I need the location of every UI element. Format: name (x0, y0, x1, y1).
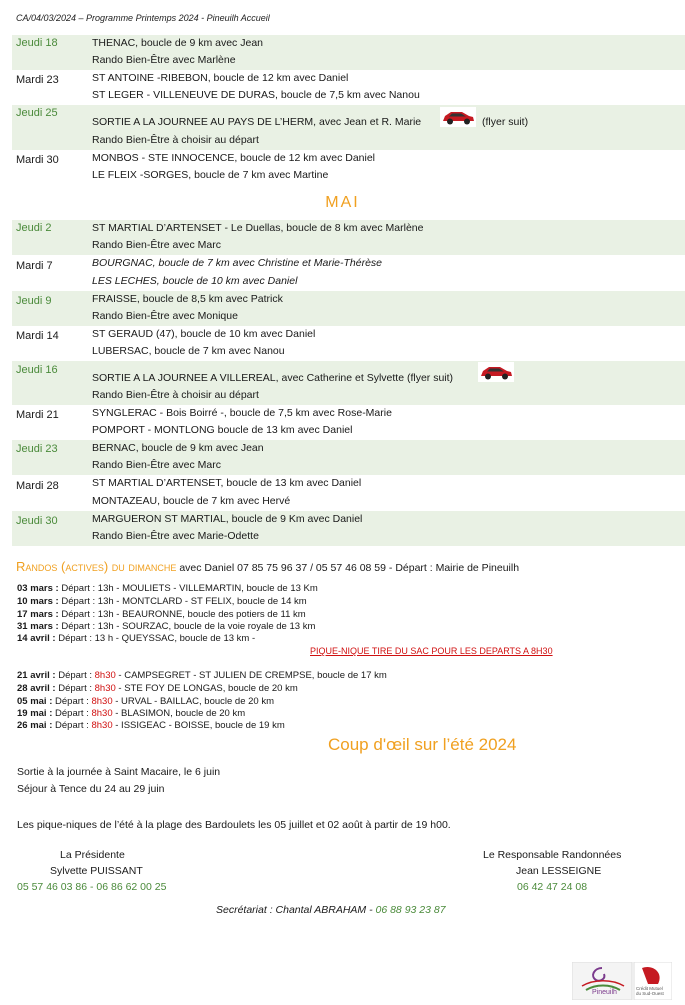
row-line: ST LEGER - VILLENEUVE DE DURAS, boucle de 7,5 km avec Nanou (92, 89, 420, 101)
row-line: POMPORT - MONTLONG boucle de 13 km avec Daniel (92, 424, 353, 436)
row-day: Jeudi 16 (16, 364, 58, 376)
row-day: Mardi 30 (16, 154, 59, 166)
president-role: La Présidente (60, 849, 125, 861)
row-line: MONTAZEAU, boucle de 7 km avec Hervé (92, 495, 291, 507)
row-line: ST ANTOINE -RIBEBON, boucle de 12 km avec Daniel (92, 72, 349, 84)
row-day: Jeudi 18 (16, 37, 58, 49)
sunday-title-main: Randos (actives) du dimanche (16, 559, 177, 574)
row-day: Jeudi 30 (16, 515, 58, 527)
row-day: Jeudi 9 (16, 295, 52, 307)
sunday-line: 21 avril : Départ : 8h30 - CAMPSEGRET - ST JULIEN DE CREMPSE, boucle de 17 km (17, 670, 387, 681)
schedule-row (12, 220, 685, 255)
sunday-line: 03 mars : Départ : 13h - MOULIETS - VILLEMARTIN, boucle de 13 Km (17, 583, 318, 594)
row-day: Jeudi 2 (16, 222, 52, 234)
row-day: Jeudi 25 (16, 107, 58, 119)
sunday-line: 05 mai : Départ : 8h30 - URVAL - BAILLAC, boucle de 20 km (17, 696, 275, 707)
hiking-manager-name: Jean LESSEIGNE (516, 865, 602, 877)
month-heading: MAI (325, 194, 360, 211)
summer-line: Sortie à la journée à Saint Macaire, le 6 juin (17, 766, 221, 778)
president-phone: 05 57 46 03 86 - 06 86 62 00 25 (17, 881, 167, 893)
summer-title: Coup d'œil sur l’été 2024 (328, 735, 517, 754)
row-extra: (flyer suit) (482, 116, 529, 128)
row-day: Mardi 7 (16, 260, 53, 272)
summer-picnics: Les pique-niques de l’été à la plage des Bardoulets les 05 juillet et 02 août à partir de 19 h00. (17, 819, 451, 831)
row-day: Mardi 28 (16, 480, 59, 492)
row-line: Rando Bien-Être à choisir au départ (92, 389, 259, 401)
schedule-row (12, 475, 685, 511)
row-line: Rando Bien-Être avec Marc (92, 459, 221, 471)
sunday-line: 26 mai : Départ : 8h30 - ISSIGEAC - BOISSE, boucle de 19 km (17, 720, 285, 731)
row-line: SORTIE A LA JOURNEE AU PAYS DE L’HERM, avec Jean et R. Marie (92, 116, 422, 128)
car-icon (440, 107, 476, 127)
secretariat: Secrétariat : Chantal ABRAHAM - 06 88 93 23 87 (216, 904, 446, 916)
schedule-row (12, 150, 685, 186)
sunday-title (16, 559, 519, 574)
row-line: SYNGLERAC - Bois Boirré -, boucle de 7,5 km avec Rose-Marie (92, 407, 392, 419)
row-line: Rando Bien-Être à choisir au départ (92, 134, 259, 146)
summer-line: Séjour à Tence du 24 au 29 juin (17, 783, 165, 795)
sunday-line: 10 mars : Départ : 13h - MONTCLARD - ST FELIX, boucle de 14 km (17, 596, 307, 607)
row-line: SORTIE A LA JOURNEE A VILLEREAL, avec Catherine et Sylvette (flyer suit) (92, 372, 454, 384)
schedule-row (12, 35, 685, 70)
row-line: LE FLEIX -SORGES, boucle de 7 km avec Martine (92, 169, 329, 181)
row-day: Mardi 14 (16, 330, 59, 342)
sunday-line: 19 mai : Départ : 8h30 - BLASIMON, boucle de 20 km (17, 708, 246, 719)
schedule-row (12, 105, 685, 150)
schedule-row (12, 511, 685, 546)
bank-logo-text: Crédit Mutuel du Sud-Ouest (636, 986, 664, 996)
sunday-line: 28 avril : Départ : 8h30 - STE FOY DE LONGAS, boucle de 20 km (17, 683, 298, 694)
schedule-row (12, 255, 685, 291)
row-line: MARGUERON ST MARTIAL, boucle de 9 Km avec Daniel (92, 513, 363, 525)
row-line: MONBOS - STE INNOCENCE, boucle de 12 km avec Daniel (92, 152, 376, 164)
schedule-row (12, 440, 685, 475)
hiking-manager-role: Le Responsable Randonnées (483, 849, 622, 861)
row-line: FRAISSE, boucle de 8,5 km avec Patrick (92, 293, 283, 305)
logos (572, 962, 672, 1000)
row-line: Rando Bien-Être avec Marlène (92, 54, 236, 66)
document-header: CA/04/03/2024 – Programme Printemps 2024 - Pineuilh Accueil (16, 13, 270, 23)
sunday-title-rest: avec Daniel 07 85 75 96 37 / 05 57 46 08 59 - Départ : Mairie de Pineuilh (176, 562, 520, 574)
row-day: Jeudi 23 (16, 443, 58, 455)
president-name: Sylvette PUISSANT (50, 865, 143, 877)
row-line: THENAC, boucle de 9 km avec Jean (92, 37, 263, 49)
hiking-manager-phone: 06 42 47 24 08 (517, 881, 588, 893)
sunday-line: 14 avril : Départ : 13 h - QUEYSSAC, boucle de 13 km - (17, 633, 256, 644)
row-line: ST GERAUD (47), boucle de 10 km avec Daniel (92, 328, 316, 340)
schedule-row (12, 326, 685, 361)
row-line: LUBERSAC, boucle de 7 km avec Nanou (92, 345, 285, 357)
row-line: Rando Bien-Être avec Marie-Odette (92, 530, 259, 542)
row-line: ST MARTIAL D’ARTENSET, boucle de 13 km avec Daniel (92, 477, 362, 489)
row-line: ST MARTIAL D’ARTENSET - Le Duellas, boucle de 8 km avec Marlène (92, 222, 424, 234)
row-day: Mardi 23 (16, 74, 59, 86)
schedule-row (12, 361, 685, 405)
row-line: Rando Bien-Être avec Monique (92, 310, 238, 322)
row-line: LES LECHES, boucle de 10 km avec Daniel (92, 275, 298, 287)
row-line: BERNAC, boucle de 9 km avec Jean (92, 442, 264, 454)
pineuilh-logo-text: Pineuilh (592, 989, 617, 996)
picnic-notice: PIQUE-NIQUE TIRE DU SAC POUR LES DEPARTS A 8H30 (310, 646, 553, 656)
car-icon (478, 362, 514, 382)
row-line: Rando Bien-Être avec Marc (92, 239, 221, 251)
sunday-line: 31 mars : Départ : 13h - SOURZAC, boucle de la voie royale de 13 km (17, 621, 316, 632)
sunday-line: 17 mars : Départ : 13h - BEAURONNE, boucle des potiers de 11 km (17, 609, 306, 620)
schedule-row (12, 70, 685, 105)
schedule-row (12, 405, 685, 440)
row-line: BOURGNAC, boucle de 7 km avec Christine et Marie-Thérèse (92, 257, 383, 269)
row-day: Mardi 21 (16, 409, 59, 421)
schedule-row (12, 291, 685, 326)
